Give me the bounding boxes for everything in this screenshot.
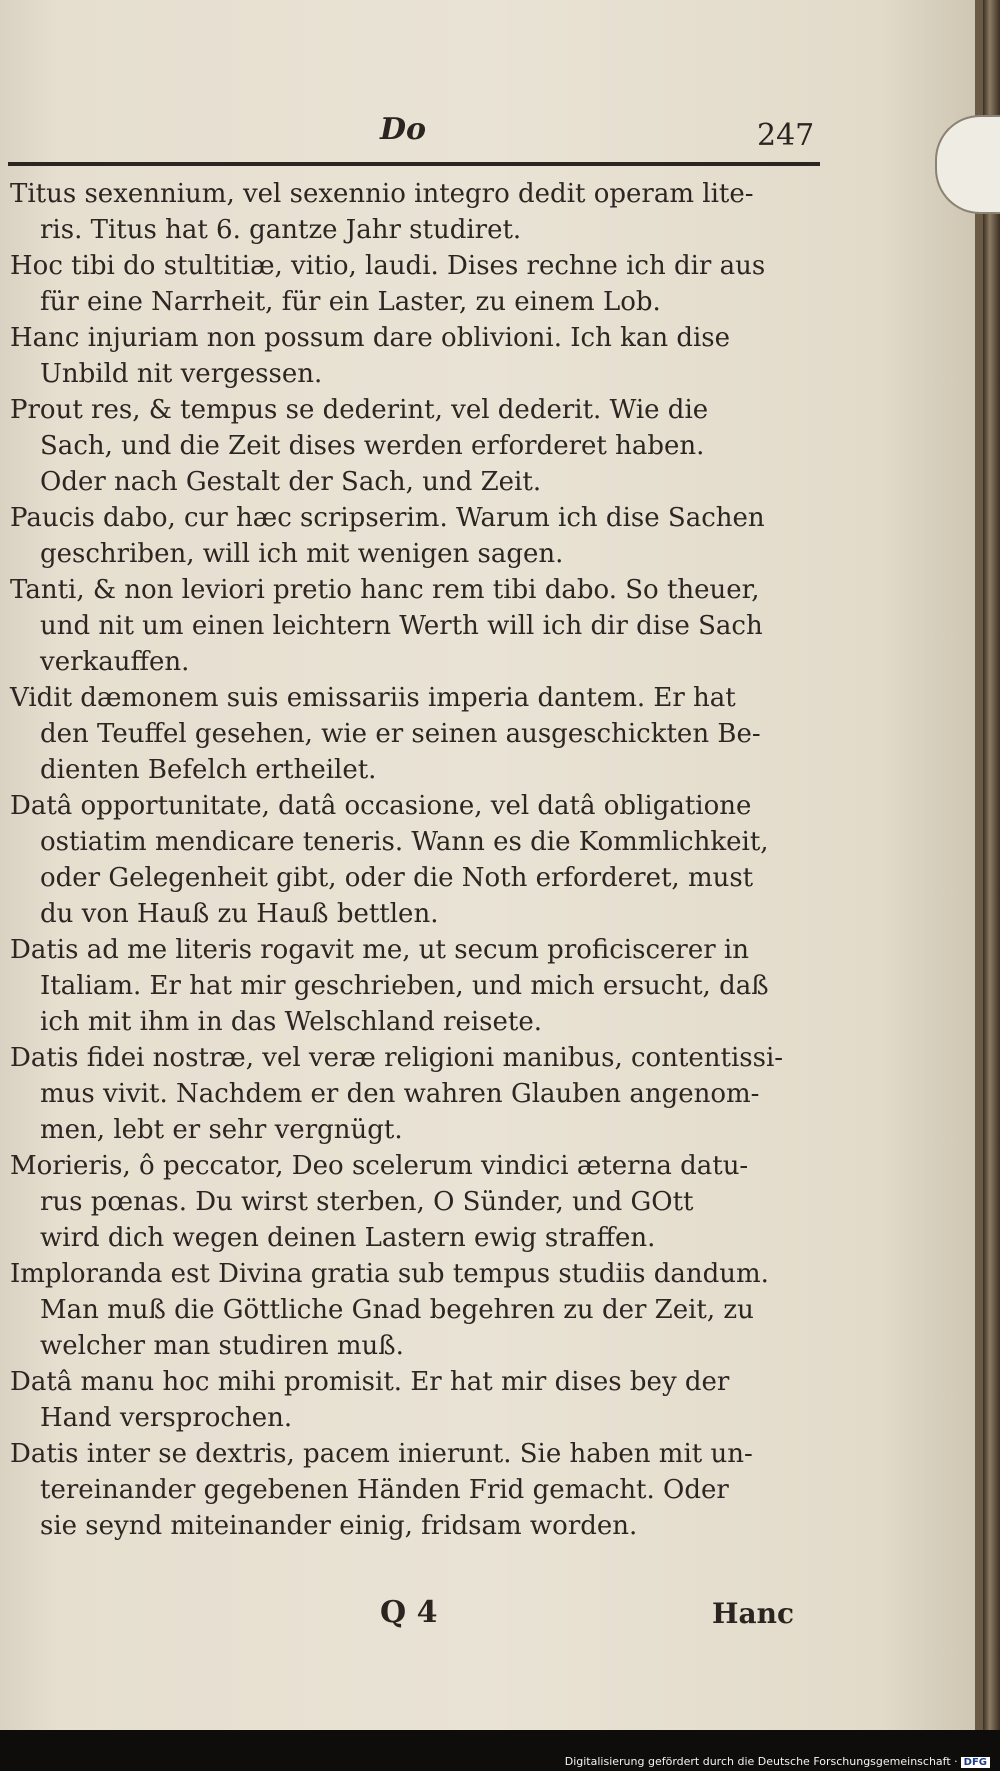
- entry-line: ich mit ihm in das Welschland reisete.: [40, 1007, 543, 1037]
- entry-line: Italiam. Er hat mir geschrieben, und mich ersucht, daß: [40, 971, 769, 1001]
- entry-line: Hoc tibi do stultitiæ, vitio, laudi. Dises rechne ich dir aus: [10, 251, 766, 281]
- entry-line: men, lebt er sehr vergnügt.: [40, 1115, 403, 1145]
- book-edge: [983, 0, 1000, 1730]
- entry-line: Oder nach Gestalt der Sach, und Zeit.: [40, 467, 542, 497]
- dictionary-entry: [10, 932, 822, 1040]
- entry-line: geschriben, will ich mit wenigen sagen.: [40, 539, 564, 569]
- entry-line: Hand versprochen.: [40, 1403, 293, 1433]
- entry-line: dienten Befelch ertheilet.: [40, 755, 377, 785]
- entry-line: Imploranda est Divina gratia sub tempus studiis dandum.: [10, 1259, 769, 1289]
- entry-line: Unbild nit vergessen.: [40, 359, 323, 389]
- entry-line: und nit um einen leichtern Werth will ich dir dise Sach: [40, 611, 763, 641]
- dictionary-entry: [10, 788, 822, 932]
- entry-line: wird dich wegen deinen Lastern ewig straffen.: [40, 1223, 656, 1253]
- dictionary-entry: [10, 176, 822, 248]
- entry-line: Paucis dabo, cur hæc scripserim. Warum ich dise Sachen: [10, 503, 765, 533]
- dictionary-entry: [10, 1256, 822, 1364]
- entry-line: mus vivit. Nachdem er den wahren Glauben angenom-: [40, 1079, 760, 1109]
- dictionary-entry: [10, 500, 822, 572]
- page-number: 247: [757, 118, 815, 153]
- entry-line: für eine Narrheit, für ein Laster, zu einem Lob.: [40, 287, 661, 317]
- entry-line: ris. Titus hat 6. gantze Jahr studiret.: [40, 215, 522, 245]
- page-footer: [0, 1595, 975, 1635]
- entry-line: du von Hauß zu Hauß bettlen.: [40, 899, 439, 929]
- entry-line: Prout res, & tempus se dederint, vel dederit. Wie die: [10, 395, 709, 425]
- entry-line: Titus sexennium, vel sexennio integro dedit operam lite-: [10, 179, 754, 209]
- entry-line: den Teuffel gesehen, wie er seinen ausgeschickten Be-: [40, 719, 761, 749]
- entry-line: oder Gelegenheit gibt, oder die Noth erforderet, must: [40, 863, 754, 893]
- entry-line: Datâ manu hoc mihi promisit. Er hat mir dises bey der: [10, 1367, 730, 1397]
- dictionary-entry: [10, 1148, 822, 1256]
- dictionary-entry: [10, 248, 822, 320]
- entry-line: Hanc injuriam non possum dare oblivioni. Ich kan dise: [10, 323, 731, 353]
- entry-line: Datis fidei nostræ, vel veræ religioni manibus, contentissi-: [10, 1043, 784, 1073]
- entry-line: welcher man studiren muß.: [40, 1331, 404, 1361]
- dictionary-entry: [10, 572, 822, 680]
- entry-line: Tanti, & non leviori pretio hanc rem tibi dabo. So theuer,: [10, 575, 760, 605]
- entry-line: sie seynd miteinander einig, fridsam worden.: [40, 1511, 638, 1541]
- entry-line: rus pœnas. Du wirst sterben, O Sünder, und GOtt: [40, 1187, 694, 1217]
- running-head: Do: [380, 112, 427, 147]
- dictionary-entries: [10, 176, 822, 1544]
- entry-line: Datis inter se dextris, pacem inierunt. Sie haben mit un-: [10, 1439, 753, 1469]
- entry-line: tereinander gegebenen Händen Frid gemacht. Oder: [40, 1475, 729, 1505]
- entry-line: ostiatim mendicare teneris. Wann es die Kommlichkeit,: [40, 827, 769, 857]
- dictionary-entry: [10, 392, 822, 500]
- dictionary-entry: [10, 680, 822, 788]
- dictionary-entry: [10, 1436, 822, 1544]
- entry-line: Vidit dæmonem suis emissariis imperia dantem. Er hat: [10, 683, 736, 713]
- catchword: Hanc: [712, 1597, 795, 1630]
- dictionary-entry: [10, 320, 822, 392]
- entry-line: Sach, und die Zeit dises werden erforderet haben.: [40, 431, 705, 461]
- dictionary-entry: [10, 1364, 822, 1436]
- header-rule: [8, 162, 820, 166]
- scan-footer-band: [0, 1730, 1000, 1771]
- entry-line: Datis ad me literis rogavit me, ut secum proficiscerer in: [10, 935, 749, 965]
- entry-line: Datâ opportunitate, datâ occasione, vel datâ obligatione: [10, 791, 752, 821]
- entry-line: Man muß die Göttliche Gnad begehren zu der Zeit, zu: [40, 1295, 754, 1325]
- dictionary-entry: [10, 1040, 822, 1148]
- entry-line: Morieris, ô peccator, Deo scelerum vindici æterna datu-: [10, 1151, 749, 1181]
- page-header: [0, 112, 975, 152]
- entry-line: verkauffen.: [40, 647, 190, 677]
- dfg-logo: DFG: [961, 1757, 990, 1768]
- digitization-credit: Digitalisierung gefördert durch die Deutsche Forschungsgemeinschaft · DFG: [565, 1755, 990, 1768]
- signature-mark: Q 4: [380, 1595, 438, 1630]
